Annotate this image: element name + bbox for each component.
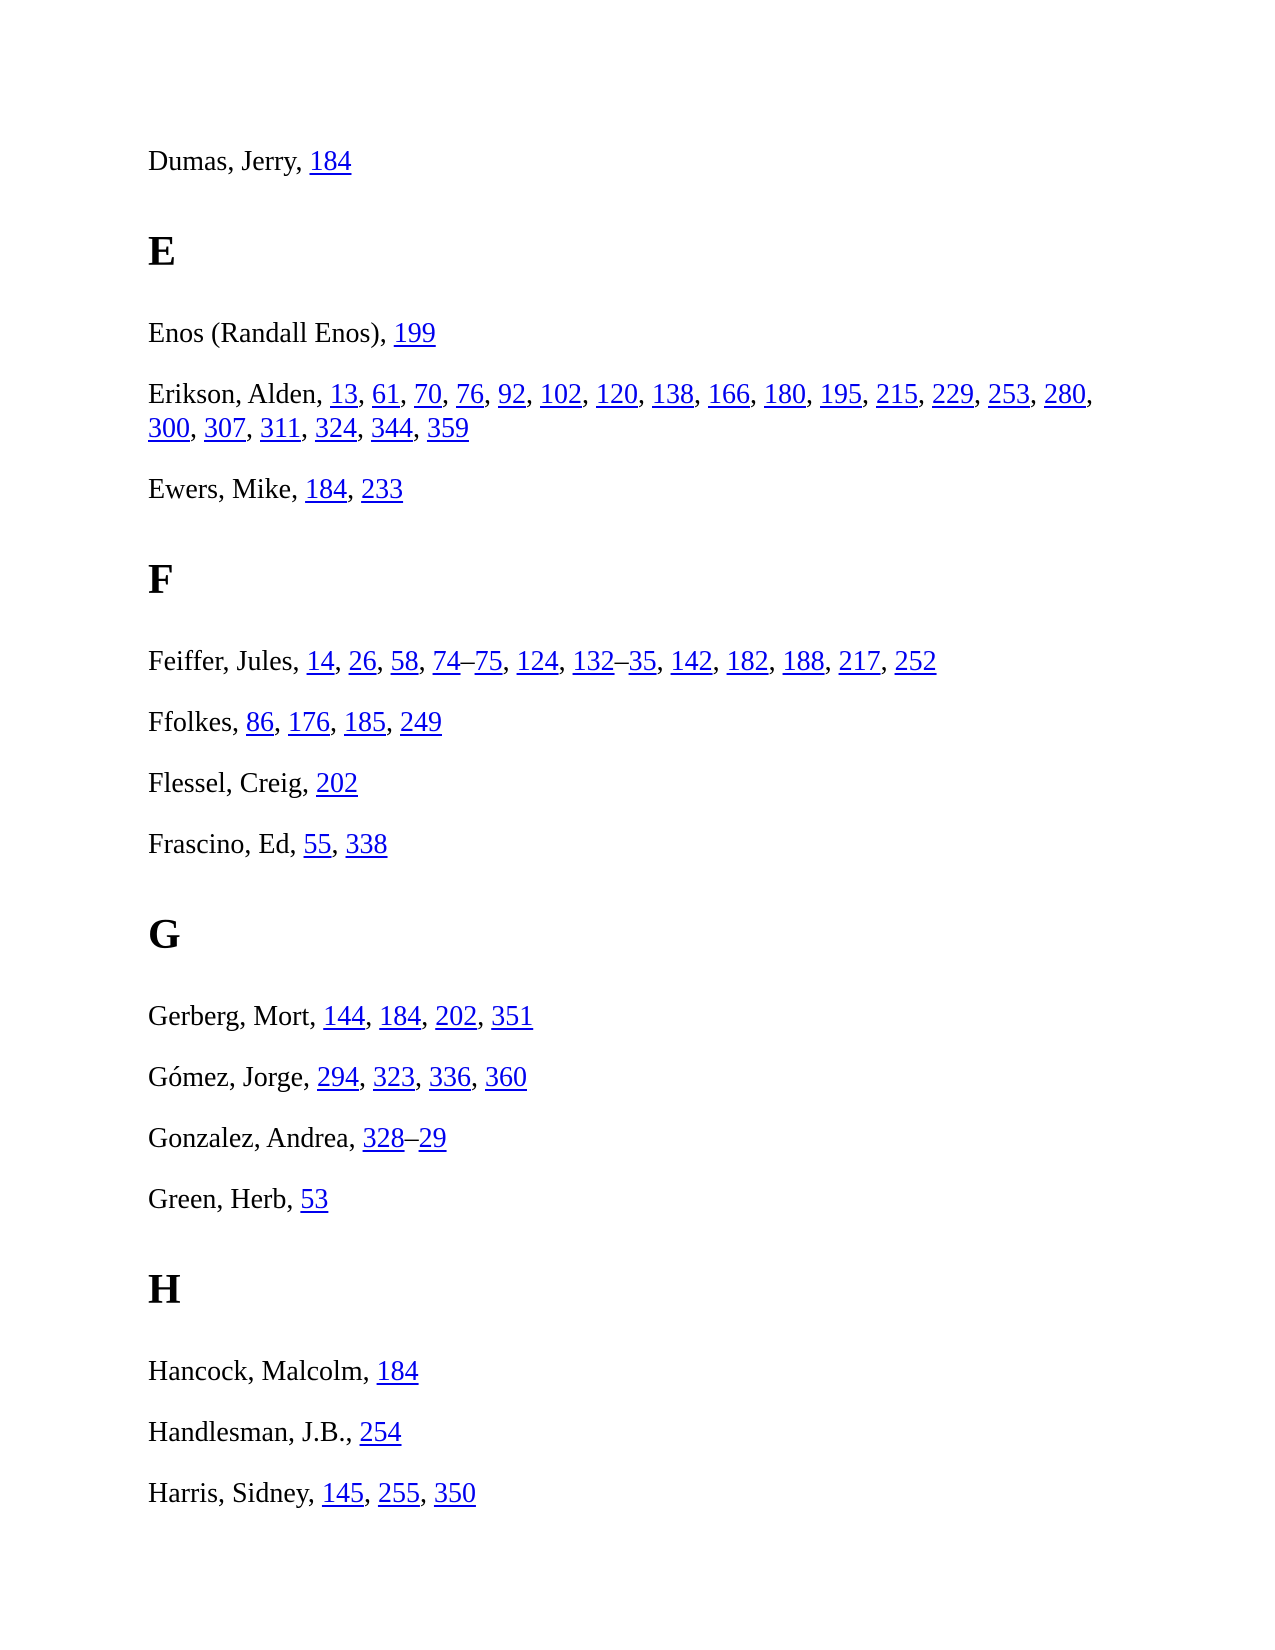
index-entry [148, 473, 1108, 507]
page-link[interactable]: 233 [361, 474, 404, 505]
list-separator: , [824, 646, 839, 677]
page-link[interactable]: 35 [628, 646, 657, 677]
page-link[interactable]: 14 [306, 646, 335, 677]
page-link[interactable]: 61 [372, 379, 400, 410]
page-link[interactable]: 254 [359, 1417, 402, 1448]
list-separator: , [418, 646, 433, 677]
list-separator: , [656, 646, 671, 677]
list-separator: , [365, 1001, 380, 1032]
list-separator: , [274, 707, 288, 738]
index-entry [148, 1183, 1108, 1217]
page-link[interactable]: 338 [345, 829, 388, 860]
entry-name: Ewers, Mike, [148, 474, 306, 505]
page-link[interactable]: 311 [260, 413, 301, 444]
list-separator: , [190, 413, 204, 444]
list-separator: , [334, 646, 349, 677]
page-link[interactable]: 324 [314, 413, 357, 444]
list-separator: , [415, 1062, 429, 1093]
page-link[interactable]: 132 [572, 646, 615, 677]
entry-name: Gonzalez, Andrea, [148, 1123, 363, 1154]
index-entry [148, 1355, 1108, 1389]
index-entry [148, 645, 1108, 679]
entry-name: Frascino, Ed, [148, 829, 304, 860]
range-dash: – [614, 646, 629, 677]
page-link[interactable]: 249 [400, 707, 442, 738]
index-entry [148, 828, 1108, 862]
page-link[interactable]: 86 [246, 707, 274, 738]
list-separator: , [330, 707, 344, 738]
index-page [148, 145, 1108, 1538]
list-separator: , [750, 379, 764, 410]
list-separator: , [442, 379, 456, 410]
page-link[interactable]: 58 [390, 646, 419, 677]
list-separator: , [471, 1062, 485, 1093]
list-separator: , [331, 829, 346, 860]
list-separator: , [974, 379, 988, 410]
page-link[interactable]: 145 [321, 1478, 364, 1509]
page-link[interactable]: 120 [596, 379, 638, 410]
list-separator: , [400, 379, 414, 410]
entry-name: Flessel, Creig, [148, 768, 316, 799]
list-separator: , [526, 379, 540, 410]
page-link[interactable]: 55 [303, 829, 332, 860]
range-dash: – [460, 646, 475, 677]
page-link[interactable]: 351 [491, 1001, 534, 1032]
section-heading: H [148, 1267, 181, 1313]
page-link[interactable]: 199 [393, 318, 436, 349]
index-entry [148, 378, 1108, 446]
list-separator: , [582, 379, 596, 410]
page-link[interactable]: 92 [498, 379, 526, 410]
list-separator: , [356, 413, 371, 444]
page-link[interactable]: 217 [838, 646, 881, 677]
page-link[interactable]: 182 [726, 646, 769, 677]
entry-name: Gerberg, Mort, [148, 1001, 324, 1032]
list-separator: , [1086, 379, 1093, 410]
page-link[interactable]: 29 [418, 1123, 447, 1154]
page-link[interactable]: 184 [379, 1001, 422, 1032]
list-separator: , [421, 1001, 436, 1032]
page-link[interactable]: 184 [376, 1356, 419, 1387]
page-link[interactable]: 252 [894, 646, 937, 677]
list-separator: , [419, 1478, 434, 1509]
page-link[interactable]: 102 [540, 379, 582, 410]
list-separator: , [412, 413, 427, 444]
page-link[interactable]: 280 [1044, 379, 1086, 410]
page-link[interactable]: 344 [370, 413, 413, 444]
list-separator: , [300, 413, 315, 444]
index-entry [148, 767, 1108, 801]
page-link[interactable]: 350 [433, 1478, 476, 1509]
page-link[interactable]: 144 [323, 1001, 366, 1032]
page-link[interactable]: 75 [474, 646, 503, 677]
entry-name: Gómez, Jorge, [148, 1062, 317, 1093]
page-link[interactable]: 53 [300, 1184, 329, 1215]
page-link[interactable]: 215 [876, 379, 918, 410]
page-link[interactable]: 202 [435, 1001, 478, 1032]
list-separator: , [376, 646, 391, 677]
entry-name: Green, Herb, [148, 1184, 301, 1215]
page-link[interactable]: 185 [344, 707, 386, 738]
entry-name: Handlesman, J.B., [148, 1417, 360, 1448]
page-link[interactable]: 176 [288, 707, 330, 738]
index-entry [148, 1416, 1108, 1450]
entry-name: Feiffer, Jules, [148, 646, 307, 677]
page-link[interactable]: 184 [305, 474, 348, 505]
list-separator: , [363, 1478, 378, 1509]
list-separator: , [712, 646, 727, 677]
page-link[interactable]: 307 [204, 413, 246, 444]
entry-name: Ffolkes, [148, 707, 246, 738]
range-dash: – [404, 1123, 419, 1154]
entry-name: Dumas, Jerry, [148, 146, 310, 177]
list-separator: , [347, 474, 362, 505]
page-link[interactable]: 124 [516, 646, 559, 677]
page-link[interactable]: 142 [670, 646, 713, 677]
index-entry [148, 1000, 1108, 1034]
list-separator: , [862, 379, 876, 410]
page-link[interactable]: 184 [309, 146, 352, 177]
page-link[interactable]: 76 [456, 379, 484, 410]
page-link[interactable]: 328 [362, 1123, 405, 1154]
page-link[interactable]: 188 [782, 646, 825, 677]
list-separator: , [246, 413, 260, 444]
list-separator: , [477, 1001, 492, 1032]
page-link[interactable]: 138 [652, 379, 694, 410]
list-separator: , [386, 707, 400, 738]
list-separator: , [768, 646, 783, 677]
list-separator: , [880, 646, 895, 677]
entry-name: Enos (Randall Enos), [148, 318, 394, 349]
page-link[interactable]: 166 [708, 379, 750, 410]
page-link[interactable]: 202 [316, 768, 358, 799]
list-separator: , [484, 379, 498, 410]
list-separator: , [359, 1062, 373, 1093]
list-separator: , [502, 646, 517, 677]
page-link[interactable]: 26 [348, 646, 377, 677]
index-entry [148, 1477, 1108, 1511]
page-link[interactable]: 74 [432, 646, 461, 677]
entry-name: Harris, Sidney, [148, 1478, 322, 1509]
entry-name: Erikson, Alden, [148, 379, 330, 410]
page-link[interactable]: 195 [820, 379, 862, 410]
page-link[interactable]: 359 [426, 413, 469, 444]
page-link[interactable]: 336 [429, 1062, 471, 1093]
page-link[interactable]: 13 [330, 379, 358, 410]
index-entry [148, 1122, 1108, 1156]
page-link[interactable]: 229 [932, 379, 974, 410]
section-heading: F [148, 557, 174, 603]
list-separator: , [638, 379, 652, 410]
page-link[interactable]: 255 [377, 1478, 420, 1509]
page-link[interactable]: 253 [988, 379, 1030, 410]
list-separator: , [558, 646, 573, 677]
page-link[interactable]: 294 [317, 1062, 359, 1093]
page-link[interactable]: 360 [485, 1062, 527, 1093]
list-separator: , [694, 379, 708, 410]
index-entry [148, 317, 1108, 351]
list-separator: , [1030, 379, 1044, 410]
section-heading: G [148, 912, 181, 958]
page-link[interactable]: 300 [148, 413, 190, 444]
page-link[interactable]: 70 [414, 379, 442, 410]
index-entry [148, 1061, 1108, 1095]
index-entry [148, 145, 1108, 179]
list-separator: , [806, 379, 820, 410]
list-separator: , [358, 379, 372, 410]
index-entry [148, 706, 1108, 740]
entry-name: Hancock, Malcolm, [148, 1356, 377, 1387]
list-separator: , [918, 379, 932, 410]
section-heading: E [148, 229, 177, 275]
page-link[interactable]: 323 [373, 1062, 415, 1093]
page-link[interactable]: 180 [764, 379, 806, 410]
